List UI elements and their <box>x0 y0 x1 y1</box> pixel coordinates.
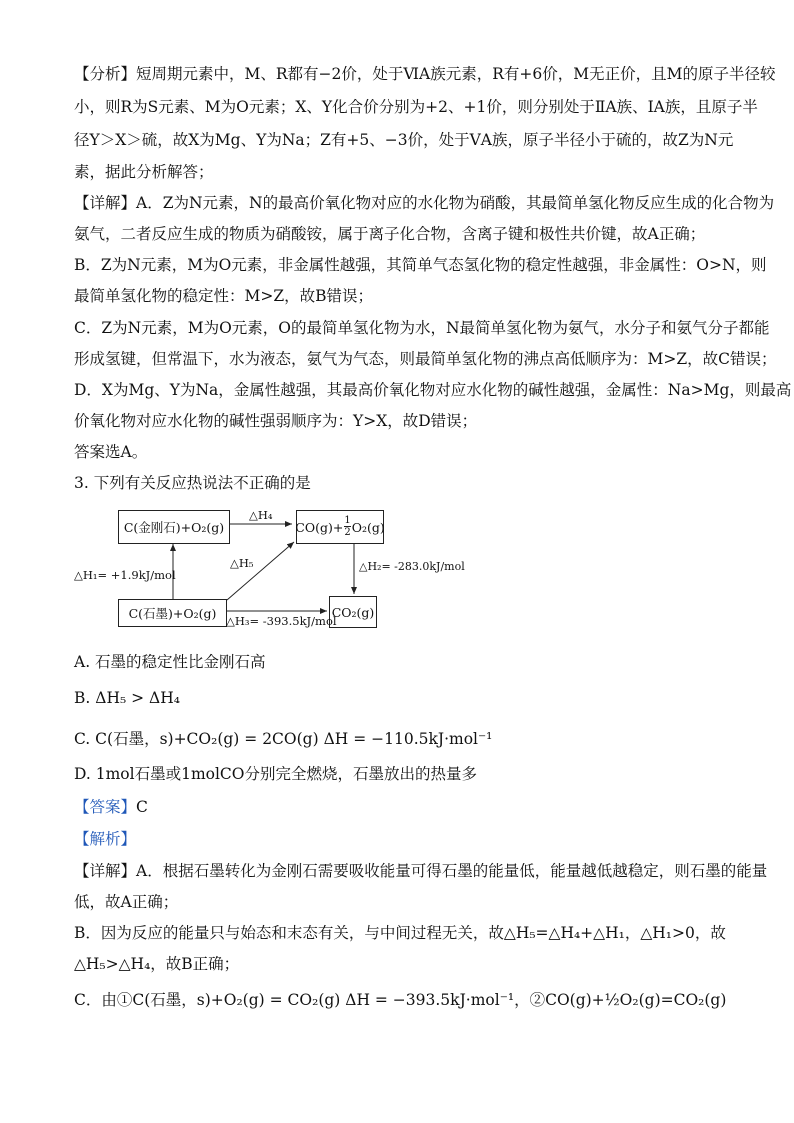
solution-line-b1: B．因为反应的能量只与始态和末态有关，与中间过程无关，故△H₅=△H₄+△H₁，△H₁>0，故 <box>74 924 726 942</box>
label-dh2: △H₂= -283.0kJ/mol <box>359 560 465 573</box>
solution-text-a1: A．根据石墨转化为金刚石需要吸收能量可得石墨的能量低，能量越低越稳定，则石墨的能量 <box>136 862 768 880</box>
answer-line <box>74 797 148 817</box>
jiexi-tag: 【解析】 <box>74 830 137 848</box>
detail-line-b2: 最简单氢化物的稳定性：M>Z，故B错误； <box>74 287 374 305</box>
box-diamond: C(金刚石)+O₂(g) <box>118 510 230 544</box>
detail-line-a2: 氨气，二者反应生成的物质为硝酸铵，属于离子化合物，含离子键和极性共价键，故A正确； <box>74 225 706 243</box>
analysis-text-1: 短周期元素中，M、R都有−2价，处于ⅥA族元素，R有+6价，M无正价，且M的原子半径较 <box>136 65 776 83</box>
solution-line-b2: △H₅>△H₄，故B正确； <box>74 955 240 973</box>
answer-tag: 【答案】 <box>74 798 137 816</box>
analysis-line-1 <box>74 64 775 84</box>
label-dh1: △H₁= +1.9kJ/mol <box>74 568 176 582</box>
half-denominator: 2 <box>344 527 351 538</box>
box-co-half-o2 <box>296 510 384 544</box>
analysis-tag: 【分析】 <box>74 65 137 83</box>
analysis-line-2: 小，则R为S元素、M为O元素；X、Y化合价分别为+2、+1价，则分别处于ⅡA族、ⅠA族，且原子半 <box>74 98 758 116</box>
detail-answer: 答案选A。 <box>74 443 148 461</box>
box-co-pre: CO(g)+ <box>295 519 344 535</box>
detail-line-a1 <box>74 193 774 213</box>
solution-line-a1 <box>74 861 767 881</box>
solution-detail-tag: 【详解】 <box>74 862 137 880</box>
label-dh5: △H₅ <box>230 556 254 570</box>
box-co-post: O₂(g) <box>351 519 385 535</box>
detail-tag: 【详解】 <box>74 194 137 212</box>
analysis-line-4: 素，据此分析解答； <box>74 163 214 181</box>
detail-line-c1: C．Z为N元素，M为O元素，O的最简单氢化物为水，N最简单氢化物为氨气，水分子和氨气分子都能 <box>74 319 770 337</box>
half-fraction <box>344 516 350 538</box>
analysis-line-3: 径Y＞X＞硫，故X为Mg、Y为Na；Z有+5、−3价，处于ⅤA族，原子半径小于硫的，故Z为N元 <box>74 131 734 149</box>
answer-value: C <box>136 798 148 816</box>
half-numerator: 1 <box>344 515 351 526</box>
box-graphite: C(石墨)+O₂(g) <box>118 599 227 627</box>
detail-line-d2: 价氧化物对应水化物的碱性强弱顺序为：Y>X，故D错误； <box>74 412 478 430</box>
question-3-stem: 3. 下列有关反应热说法不正确的是 <box>74 474 311 492</box>
solution-line-a2: 低，故A正确； <box>74 893 179 911</box>
detail-line-d1: D．X为Mg、Y为Na，金属性越强，其最高价氧化物对应水化物的碱性越强，金属性：Na>Mg，则最高 <box>74 381 792 399</box>
detail-line-c2: 形成氢键，但常温下，水为液态，氨气为气态，则最简单氢化物的沸点高低顺序为：M>Z，故C错误； <box>74 350 777 368</box>
label-dh4: △H₄ <box>249 508 273 522</box>
box-co2: CO₂(g) <box>329 596 377 628</box>
option-a: A. 石墨的稳定性比金刚石高 <box>74 653 266 671</box>
enthalpy-diagram <box>74 502 465 632</box>
detail-text-a1: A．Z为N元素，N的最高价氧化物对应的水化物为硝酸，其最简单氢化物反应生成的化合物为 <box>136 194 775 212</box>
detail-line-b1: B．Z为N元素，M为O元素，非金属性越强，其简单气态氢化物的稳定性越强，非金属性：O>N，则 <box>74 256 767 274</box>
solution-line-c1: C．由①C(石墨，s)+O₂(g) = CO₂(g) ΔH = −393.5kJ·mol⁻¹，②CO(g)+½O₂(g)=CO₂(g) <box>74 991 727 1009</box>
label-dh3: △H₃= -393.5kJ/mol <box>226 614 337 628</box>
arrow-dh5 <box>227 542 294 600</box>
option-d: D. 1mol石墨或1molCO分别完全燃烧，石墨放出的热量多 <box>74 765 477 783</box>
option-c: C. C(石墨，s)+CO₂(g) = 2CO(g) ΔH = −110.5kJ·mol⁻¹ <box>74 730 493 748</box>
option-b: B. ΔH₅ > ΔH₄ <box>74 689 180 707</box>
